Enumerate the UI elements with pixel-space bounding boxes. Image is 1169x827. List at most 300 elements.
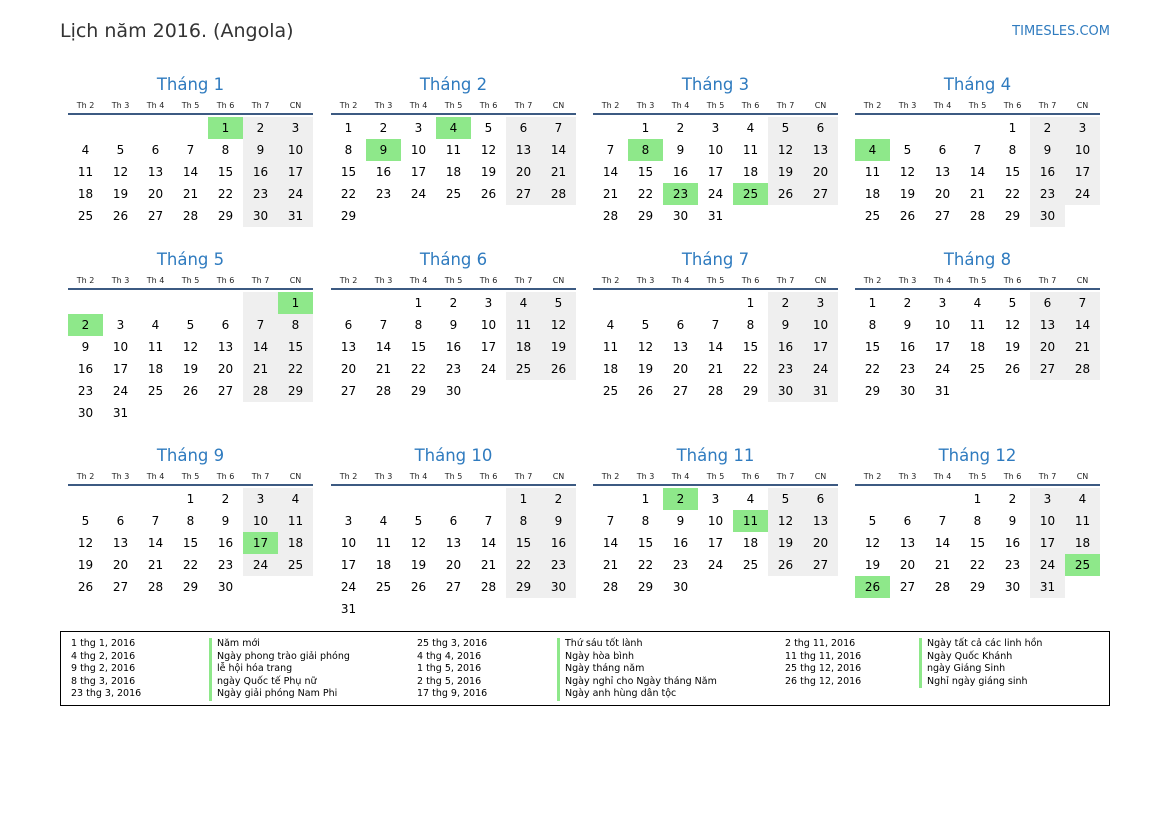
day-cell[interactable]: 12 [768,510,803,532]
day-cell[interactable]: 9 [81,340,90,354]
day-cell[interactable]: 24 [934,362,951,376]
day-cell[interactable]: 28 [375,384,392,398]
day-cell[interactable]: 4 [506,292,541,314]
day-cell[interactable]: 31 [1030,576,1065,598]
day-cell[interactable]: 16 [672,536,689,550]
day-cell[interactable]: 6 [221,318,230,332]
day-cell[interactable]: 5 [484,121,493,135]
day-cell[interactable]: 25 [864,209,881,223]
day-cell[interactable]: 20 [803,161,838,183]
day-cell[interactable]: 30 [217,580,234,594]
day-cell[interactable]: 12 [541,314,576,336]
day-cell[interactable]: 28 [969,209,986,223]
day-cell[interactable]: 6 [506,117,541,139]
day-cell[interactable]: 20 [147,187,164,201]
day-cell[interactable]: 28 [1065,358,1100,380]
day-cell[interactable]: 8 [973,514,982,528]
day-cell[interactable]: 20 [445,558,462,572]
day-cell[interactable]: 19 [182,362,199,376]
day-cell[interactable]: 22 [637,187,654,201]
day-cell[interactable]: 31 [278,205,313,227]
day-cell[interactable]: 16 [1004,536,1021,550]
day-cell[interactable]: 26 [855,576,890,598]
day-cell[interactable]: 13 [445,536,462,550]
day-cell[interactable]: 13 [147,165,164,179]
day-cell[interactable]: 7 [1065,292,1100,314]
day-cell[interactable]: 21 [541,161,576,183]
day-cell[interactable]: 3 [803,292,838,314]
day-cell[interactable]: 26 [1004,362,1021,376]
day-cell[interactable]: 5 [186,318,195,332]
day-cell[interactable]: 29 [410,384,427,398]
day-cell[interactable]: 2 [541,488,576,510]
day-cell[interactable]: 16 [243,161,278,183]
day-cell[interactable]: 18 [742,165,759,179]
day-cell[interactable]: 19 [899,187,916,201]
day-cell[interactable]: 12 [480,143,497,157]
day-cell[interactable]: 1 [344,121,353,135]
day-cell[interactable]: 19 [480,165,497,179]
day-cell[interactable]: 7 [711,318,720,332]
day-cell[interactable]: 29 [217,209,234,223]
day-cell[interactable]: 9 [1008,514,1017,528]
day-cell[interactable]: 14 [1065,314,1100,336]
day-cell[interactable]: 22 [278,358,313,380]
day-cell[interactable]: 30 [1004,580,1021,594]
day-cell[interactable]: 2 [221,492,230,506]
day-cell[interactable]: 16 [445,340,462,354]
day-cell[interactable]: 7 [973,143,982,157]
day-cell[interactable]: 22 [340,187,357,201]
day-cell[interactable]: 26 [541,358,576,380]
day-cell[interactable]: 24 [480,362,497,376]
day-cell[interactable]: 23 [899,362,916,376]
day-cell[interactable]: 10 [340,536,357,550]
day-cell[interactable]: 21 [707,362,724,376]
day-cell[interactable]: 8 [641,514,650,528]
day-cell[interactable]: 18 [445,165,462,179]
day-cell[interactable]: 12 [1004,318,1021,332]
day-cell[interactable]: 9 [541,510,576,532]
day-cell[interactable]: 28 [541,183,576,205]
day-cell[interactable]: 17 [243,532,278,554]
day-cell[interactable]: 9 [221,514,230,528]
day-cell[interactable]: 25 [278,554,313,576]
day-cell[interactable]: 17 [112,362,129,376]
day-cell[interactable]: 27 [147,209,164,223]
day-cell[interactable]: 14 [147,536,164,550]
day-cell[interactable]: 15 [637,536,654,550]
day-cell[interactable]: 24 [112,384,129,398]
day-cell[interactable]: 13 [112,536,129,550]
day-cell[interactable]: 5 [768,488,803,510]
day-cell[interactable]: 22 [217,187,234,201]
day-cell[interactable]: 9 [768,314,803,336]
day-cell[interactable]: 17 [340,558,357,572]
day-cell[interactable]: 11 [506,314,541,336]
day-cell[interactable]: 15 [969,536,986,550]
day-cell[interactable]: 23 [77,384,94,398]
day-cell[interactable]: 20 [803,532,838,554]
day-cell[interactable]: 14 [243,336,278,358]
day-cell[interactable]: 19 [768,161,803,183]
day-cell[interactable]: 31 [803,380,838,402]
day-cell[interactable]: 23 [243,183,278,205]
day-cell[interactable]: 20 [672,362,689,376]
day-cell[interactable]: 11 [375,536,392,550]
day-cell[interactable]: 17 [1030,532,1065,554]
day-cell[interactable]: 2 [903,296,912,310]
day-cell[interactable]: 18 [742,536,759,550]
day-cell[interactable]: 23 [445,362,462,376]
day-cell[interactable]: 28 [243,380,278,402]
day-cell[interactable]: 19 [1004,340,1021,354]
day-cell[interactable]: 8 [221,143,230,157]
day-cell[interactable]: 18 [864,187,881,201]
day-cell[interactable]: 21 [602,558,619,572]
day-cell[interactable]: 24 [1065,183,1100,205]
day-cell[interactable]: 2 [663,488,698,510]
day-cell[interactable]: 4 [973,296,982,310]
day-cell[interactable]: 14 [375,340,392,354]
day-cell[interactable]: 3 [344,514,353,528]
day-cell[interactable]: 31 [707,209,724,223]
day-cell[interactable]: 6 [116,514,125,528]
day-cell[interactable]: 12 [864,536,881,550]
day-cell[interactable]: 17 [707,536,724,550]
day-cell[interactable]: 24 [707,187,724,201]
day-cell[interactable]: 13 [899,536,916,550]
day-cell[interactable]: 1 [868,296,877,310]
day-cell[interactable]: 7 [606,143,615,157]
day-cell[interactable]: 10 [803,314,838,336]
day-cell[interactable]: 21 [147,558,164,572]
day-cell[interactable]: 1 [1008,121,1017,135]
day-cell[interactable]: 23 [768,358,803,380]
day-cell[interactable]: 1 [278,292,313,314]
day-cell[interactable]: 28 [480,580,497,594]
day-cell[interactable]: 21 [969,187,986,201]
day-cell[interactable]: 30 [541,576,576,598]
day-cell[interactable]: 25 [742,558,759,572]
day-cell[interactable]: 23 [672,558,689,572]
day-cell[interactable]: 26 [77,580,94,594]
day-cell[interactable]: 7 [243,314,278,336]
day-cell[interactable]: 29 [182,580,199,594]
day-cell[interactable]: 26 [899,209,916,223]
day-cell[interactable]: 30 [243,205,278,227]
day-cell[interactable]: 5 [1008,296,1017,310]
day-cell[interactable]: 13 [672,340,689,354]
day-cell[interactable]: 8 [868,318,877,332]
day-cell[interactable]: 11 [864,165,881,179]
day-cell[interactable]: 8 [506,510,541,532]
day-cell[interactable]: 1 [641,492,650,506]
day-cell[interactable]: 21 [182,187,199,201]
day-cell[interactable]: 3 [484,296,493,310]
day-cell[interactable]: 13 [803,139,838,161]
day-cell[interactable]: 2 [768,292,803,314]
day-cell[interactable]: 27 [445,580,462,594]
day-cell[interactable]: 21 [602,187,619,201]
brand-link[interactable]: TIMESLES.COM [1012,24,1110,39]
day-cell[interactable]: 8 [278,314,313,336]
day-cell[interactable]: 25 [147,384,164,398]
day-cell[interactable]: 13 [217,340,234,354]
day-cell[interactable]: 4 [436,117,471,139]
day-cell[interactable]: 3 [278,117,313,139]
day-cell[interactable]: 11 [733,510,768,532]
day-cell[interactable]: 14 [707,340,724,354]
day-cell[interactable]: 16 [672,165,689,179]
day-cell[interactable]: 6 [1030,292,1065,314]
day-cell[interactable]: 16 [77,362,94,376]
day-cell[interactable]: 22 [1004,187,1021,201]
day-cell[interactable]: 19 [864,558,881,572]
day-cell[interactable]: 3 [1065,117,1100,139]
day-cell[interactable]: 22 [506,554,541,576]
day-cell[interactable]: 10 [480,318,497,332]
day-cell[interactable]: 11 [969,318,986,332]
day-cell[interactable]: 2 [379,121,388,135]
day-cell[interactable]: 6 [938,143,947,157]
day-cell[interactable]: 26 [480,187,497,201]
day-cell[interactable]: 8 [186,514,195,528]
day-cell[interactable]: 27 [934,209,951,223]
day-cell[interactable]: 27 [217,384,234,398]
day-cell[interactable]: 5 [541,292,576,314]
day-cell[interactable]: 28 [707,384,724,398]
day-cell[interactable]: 22 [410,362,427,376]
day-cell[interactable]: 4 [855,139,890,161]
day-cell[interactable]: 4 [379,514,388,528]
day-cell[interactable]: 7 [938,514,947,528]
day-cell[interactable]: 15 [340,165,357,179]
day-cell[interactable]: 19 [541,336,576,358]
day-cell[interactable]: 18 [506,336,541,358]
day-cell[interactable]: 26 [768,183,803,205]
day-cell[interactable]: 27 [803,183,838,205]
day-cell[interactable]: 29 [1004,209,1021,223]
day-cell[interactable]: 14 [182,165,199,179]
day-cell[interactable]: 23 [375,187,392,201]
day-cell[interactable]: 2 [676,121,685,135]
day-cell[interactable]: 16 [768,336,803,358]
day-cell[interactable]: 3 [116,318,125,332]
day-cell[interactable]: 17 [480,340,497,354]
day-cell[interactable]: 4 [278,488,313,510]
day-cell[interactable]: 9 [366,139,401,161]
day-cell[interactable]: 30 [77,406,94,420]
day-cell[interactable]: 11 [278,510,313,532]
day-cell[interactable]: 14 [934,536,951,550]
day-cell[interactable]: 7 [484,514,493,528]
day-cell[interactable]: 9 [449,318,458,332]
day-cell[interactable]: 13 [506,139,541,161]
day-cell[interactable]: 9 [1030,139,1065,161]
day-cell[interactable]: 27 [112,580,129,594]
day-cell[interactable]: 12 [112,165,129,179]
day-cell[interactable]: 27 [899,580,916,594]
day-cell[interactable]: 21 [1065,336,1100,358]
day-cell[interactable]: 24 [707,558,724,572]
day-cell[interactable]: 15 [864,340,881,354]
day-cell[interactable]: 20 [934,187,951,201]
day-cell[interactable]: 24 [803,358,838,380]
day-cell[interactable]: 1 [641,121,650,135]
day-cell[interactable]: 29 [969,580,986,594]
day-cell[interactable]: 11 [602,340,619,354]
day-cell[interactable]: 28 [602,209,619,223]
day-cell[interactable]: 3 [414,121,423,135]
day-cell[interactable]: 28 [934,580,951,594]
day-cell[interactable]: 12 [182,340,199,354]
day-cell[interactable]: 15 [742,340,759,354]
day-cell[interactable]: 15 [278,336,313,358]
day-cell[interactable]: 23 [1004,558,1021,572]
day-cell[interactable]: 18 [602,362,619,376]
day-cell[interactable]: 10 [278,139,313,161]
day-cell[interactable]: 31 [340,602,357,616]
day-cell[interactable]: 17 [934,340,951,354]
day-cell[interactable]: 10 [934,318,951,332]
day-cell[interactable]: 26 [182,384,199,398]
day-cell[interactable]: 23 [663,183,698,205]
day-cell[interactable]: 5 [116,143,125,157]
day-cell[interactable]: 10 [410,143,427,157]
day-cell[interactable]: 16 [541,532,576,554]
day-cell[interactable]: 25 [602,384,619,398]
day-cell[interactable]: 3 [711,492,720,506]
day-cell[interactable]: 12 [410,536,427,550]
day-cell[interactable]: 11 [742,143,759,157]
day-cell[interactable]: 7 [606,514,615,528]
day-cell[interactable]: 5 [768,117,803,139]
day-cell[interactable]: 7 [151,514,160,528]
day-cell[interactable]: 14 [602,165,619,179]
day-cell[interactable]: 1 [186,492,195,506]
day-cell[interactable]: 9 [676,514,685,528]
day-cell[interactable]: 20 [1030,336,1065,358]
day-cell[interactable]: 13 [1030,314,1065,336]
day-cell[interactable]: 3 [243,488,278,510]
day-cell[interactable]: 1 [973,492,982,506]
day-cell[interactable]: 10 [707,514,724,528]
day-cell[interactable]: 6 [803,488,838,510]
day-cell[interactable]: 24 [1030,554,1065,576]
day-cell[interactable]: 21 [480,558,497,572]
day-cell[interactable]: 23 [541,554,576,576]
day-cell[interactable]: 30 [672,209,689,223]
day-cell[interactable]: 6 [803,117,838,139]
day-cell[interactable]: 24 [340,580,357,594]
day-cell[interactable]: 27 [506,183,541,205]
day-cell[interactable]: 22 [864,362,881,376]
day-cell[interactable]: 17 [1065,161,1100,183]
day-cell[interactable]: 4 [151,318,160,332]
day-cell[interactable]: 21 [934,558,951,572]
day-cell[interactable]: 19 [768,532,803,554]
day-cell[interactable]: 30 [445,384,462,398]
day-cell[interactable]: 11 [1065,510,1100,532]
day-cell[interactable]: 6 [151,143,160,157]
day-cell[interactable]: 6 [676,318,685,332]
day-cell[interactable]: 19 [410,558,427,572]
day-cell[interactable]: 24 [278,183,313,205]
day-cell[interactable]: 7 [541,117,576,139]
day-cell[interactable]: 27 [672,384,689,398]
day-cell[interactable]: 17 [803,336,838,358]
day-cell[interactable]: 6 [903,514,912,528]
day-cell[interactable]: 14 [480,536,497,550]
day-cell[interactable]: 15 [182,536,199,550]
day-cell[interactable]: 30 [899,384,916,398]
day-cell[interactable]: 22 [969,558,986,572]
day-cell[interactable]: 2 [449,296,458,310]
day-cell[interactable]: 6 [344,318,353,332]
day-cell[interactable]: 12 [637,340,654,354]
day-cell[interactable]: 7 [379,318,388,332]
day-cell[interactable]: 27 [803,554,838,576]
day-cell[interactable]: 2 [243,117,278,139]
day-cell[interactable]: 7 [186,143,195,157]
day-cell[interactable]: 14 [602,536,619,550]
day-cell[interactable]: 10 [1030,510,1065,532]
day-cell[interactable]: 25 [375,580,392,594]
day-cell[interactable]: 16 [899,340,916,354]
day-cell[interactable]: 13 [934,165,951,179]
day-cell[interactable]: 12 [77,536,94,550]
day-cell[interactable]: 8 [414,318,423,332]
day-cell[interactable]: 20 [112,558,129,572]
day-cell[interactable]: 3 [711,121,720,135]
day-cell[interactable]: 9 [243,139,278,161]
day-cell[interactable]: 19 [112,187,129,201]
day-cell[interactable]: 28 [182,209,199,223]
day-cell[interactable]: 29 [637,580,654,594]
day-cell[interactable]: 19 [637,362,654,376]
day-cell[interactable]: 24 [243,554,278,576]
day-cell[interactable]: 2 [68,314,103,336]
day-cell[interactable]: 30 [768,380,803,402]
day-cell[interactable]: 22 [742,362,759,376]
day-cell[interactable]: 11 [147,340,164,354]
day-cell[interactable]: 25 [1065,554,1100,576]
day-cell[interactable]: 18 [77,187,94,201]
day-cell[interactable]: 8 [1008,143,1017,157]
day-cell[interactable]: 21 [375,362,392,376]
day-cell[interactable]: 30 [672,580,689,594]
day-cell[interactable]: 20 [506,161,541,183]
day-cell[interactable]: 20 [899,558,916,572]
day-cell[interactable]: 4 [1065,488,1100,510]
day-cell[interactable]: 15 [506,532,541,554]
day-cell[interactable]: 29 [506,576,541,598]
day-cell[interactable]: 10 [707,143,724,157]
day-cell[interactable]: 16 [1030,161,1065,183]
day-cell[interactable]: 10 [243,510,278,532]
day-cell[interactable]: 5 [641,318,650,332]
day-cell[interactable]: 5 [81,514,90,528]
day-cell[interactable]: 12 [899,165,916,179]
day-cell[interactable]: 28 [602,580,619,594]
day-cell[interactable]: 18 [969,340,986,354]
day-cell[interactable]: 27 [340,384,357,398]
day-cell[interactable]: 28 [147,580,164,594]
day-cell[interactable]: 29 [340,209,357,223]
day-cell[interactable]: 8 [746,318,755,332]
day-cell[interactable]: 15 [217,165,234,179]
